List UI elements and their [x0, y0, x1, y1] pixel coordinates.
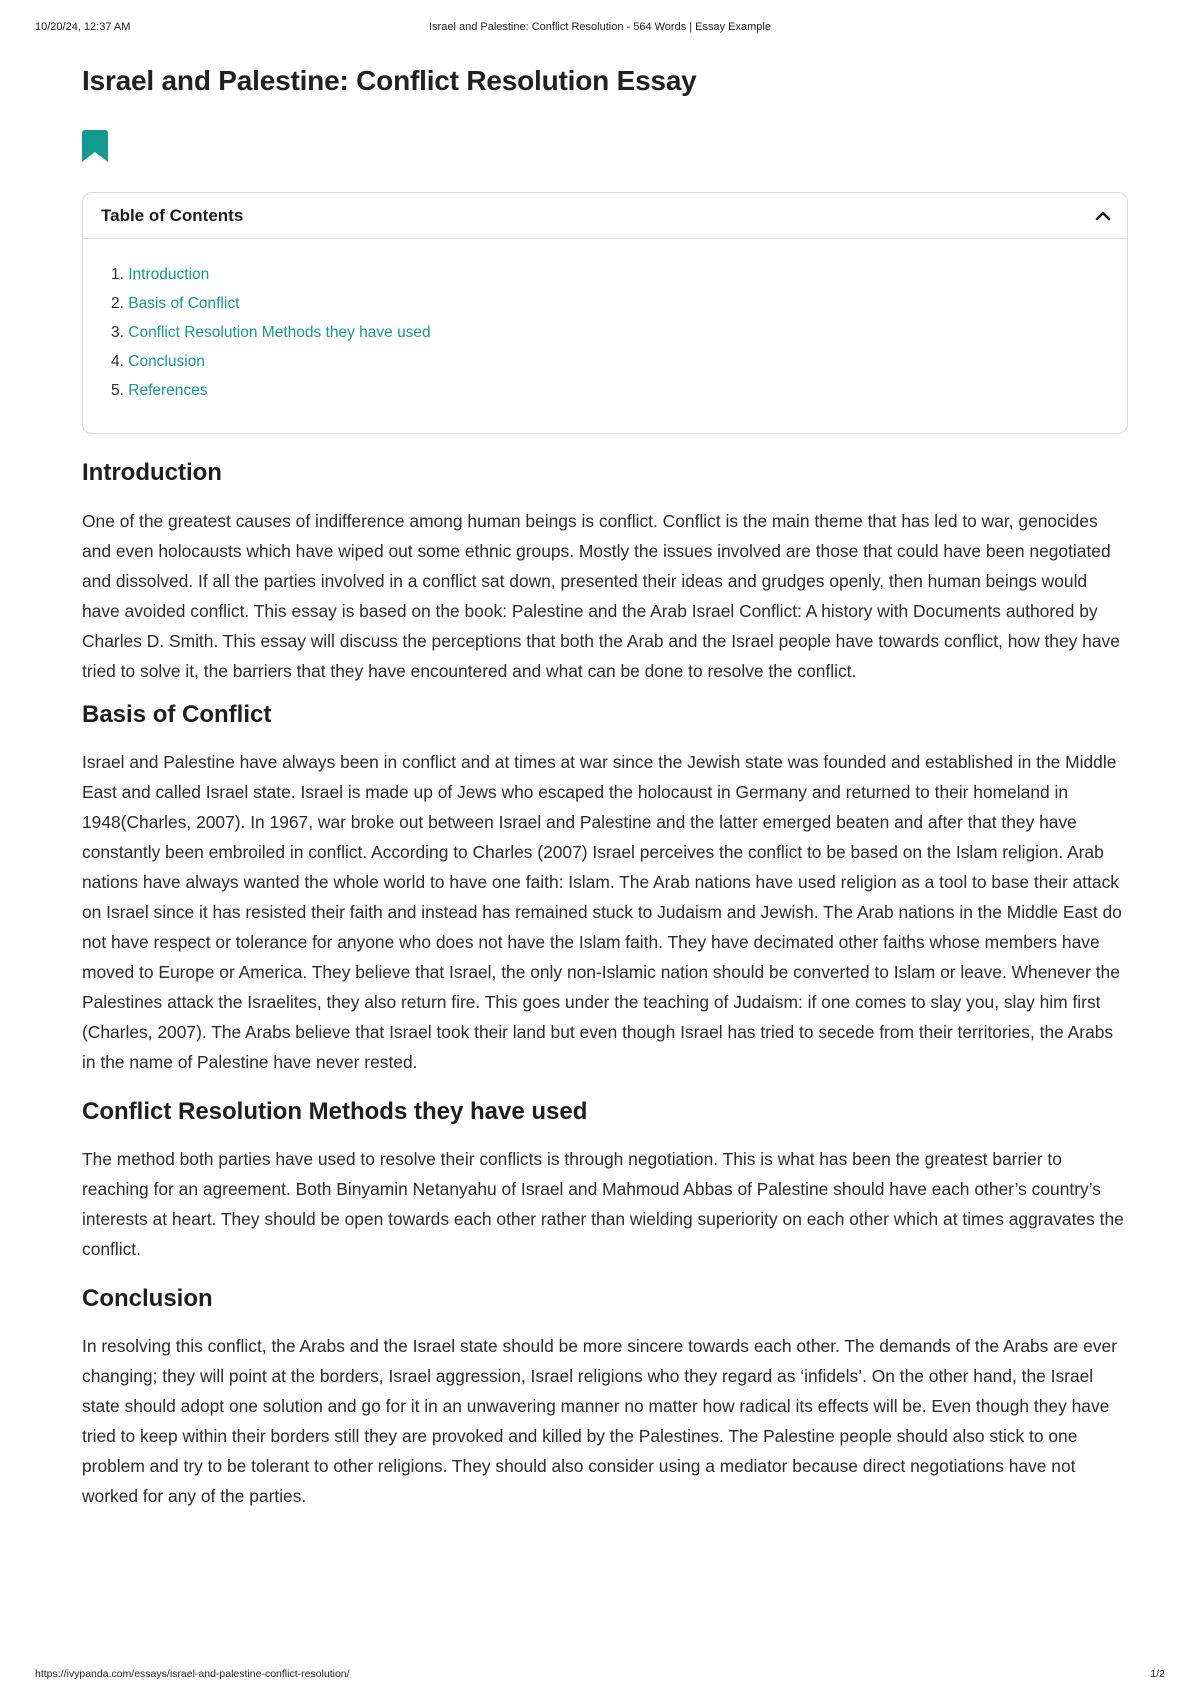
print-url: https://ivypanda.com/essays/israel-and-palestine-conflict-resolution/: [35, 1668, 350, 1680]
toc-item: 3. Conflict Resolution Methods they have used: [111, 324, 431, 341]
toc-item: 4. Conclusion: [111, 353, 205, 370]
toc-link-basis-of-conflict[interactable]: Basis of Conflict: [128, 295, 240, 312]
print-header: [35, 21, 1165, 37]
toc-title: Table of Contents: [101, 206, 244, 225]
paragraph-introduction: One of the greatest causes of indifference among human beings is conflict. Conflict is the main theme that has led to war, genocides and even holocausts which have wiped out some ethnic groups. Mostly the issues involved are those that could have been negotiated and dissolved. If all the parties involved in a conflict sat down, presented their ideas and grudges openly, then human beings would have avoided conflict. This essay is based on the book: Palestine and the Arab Israel Conflict: A history with Documents authored by Charles D. Smith. This essay will discuss the perceptions that both the Arab and the Israel people have towards conflict, how they have tried to solve it, the barriers that they have encountered and what can be done to resolve the conflict.: [82, 511, 1120, 681]
paragraph-basis-of-conflict: Israel and Palestine have always been in conflict and at times at war since the Jewish state was founded and established in the Middle East and called Israel state. Israel is made up of Jews who escaped the holocaust in Germany and returned to their homeland in 1948(Charles, 2007). In 1967, war broke out between Israel and Palestine and the latter emerged beaten and after that they have constantly been embroiled in conflict. According to Charles (2007) Israel perceives the conflict to be based on the Islam religion. Arab nations have always wanted the whole world to have one faith: Islam. The Arab nations have used religion as a tool to base their attack on Israel since it has resisted their faith and instead has remained stuck to Judaism and Jewish. The Arab nations in the Middle East do not have respect or tolerance for anyone who does not have the Islam faith. They have decimated other faiths whose members have moved to Europe or America. They believe that Israel, the only non-Islamic nation should be converted to Islam or leave. Whenever the Palestines attack the Israelites, they also return fire. This goes under the teaching of Judaism: if one comes to slay you, slay him first (Charles, 2007). The Arabs believe that Israel took their land but even though Israel has tried to secede from their territories, the Arabs in the name of Palestine have never rested.: [82, 752, 1122, 1072]
section-heading-basis-of-conflict: Basis of Conflict: [82, 701, 272, 728]
toc-header[interactable]: [83, 193, 1127, 239]
section-heading-introduction: Introduction: [82, 459, 222, 486]
page-title: Israel and Palestine: Conflict Resolution Essay: [82, 65, 697, 96]
section-heading-conflict-resolution-methods: Conflict Resolution Methods they have used: [82, 1098, 588, 1125]
paragraph-conclusion: In resolving this conflict, the Arabs and the Israel state should be more sincere towards each other. The demands of the Arabs are ever changing; they will point at the borders, Israel aggression, Israel religions who they regard as ‘infidels’. On the other hand, the Israel state should adopt one solution and go for it in an unwavering manner no matter how radical its effects will be. Even though they have tried to keep within their borders still they are provoked and killed by the Palestines. The Palestine people should also stick to one problem and try to be tolerant to other religions. They should also consider using a mediator because direct negotiations have not worked for any of the parties.: [82, 1336, 1118, 1506]
chevron-up-icon[interactable]: [1093, 206, 1113, 226]
print-footer: [35, 1668, 1165, 1684]
toc-link-conflict-resolution-methods[interactable]: Conflict Resolution Methods they have used: [128, 324, 431, 341]
section-heading-conclusion: Conclusion: [82, 1285, 213, 1312]
print-datetime: 10/20/24, 12:37 AM: [35, 21, 131, 33]
toc-link-conclusion[interactable]: Conclusion: [128, 353, 205, 370]
toc-item: 1. Introduction: [111, 266, 210, 283]
toc-item: 2. Basis of Conflict: [111, 295, 240, 312]
bookmark-icon[interactable]: [82, 130, 108, 162]
paragraph-conflict-resolution-methods: The method both parties have used to resolve their conflicts is through negotiation. This is what has been the greatest barrier to reaching for an agreement. Both Binyamin Netanyahu of Israel and Mahmoud Abbas of Palestine should have each other’s country’s interests at heart. They should be open towards each other rather than wielding superiority on each other which at times aggravates the conflict.: [82, 1149, 1124, 1259]
essay-content: [82, 60, 1128, 1511]
toc-list: [111, 265, 431, 410]
print-page-number: 1/2: [1150, 1668, 1165, 1680]
print-page-title: Israel and Palestine: Conflict Resolution - 564 Words | Essay Example: [429, 21, 771, 33]
toc-item: 5. References: [111, 382, 208, 399]
toc-link-references[interactable]: References: [128, 382, 208, 399]
table-of-contents: [82, 192, 1128, 434]
toc-link-introduction[interactable]: Introduction: [128, 266, 210, 283]
